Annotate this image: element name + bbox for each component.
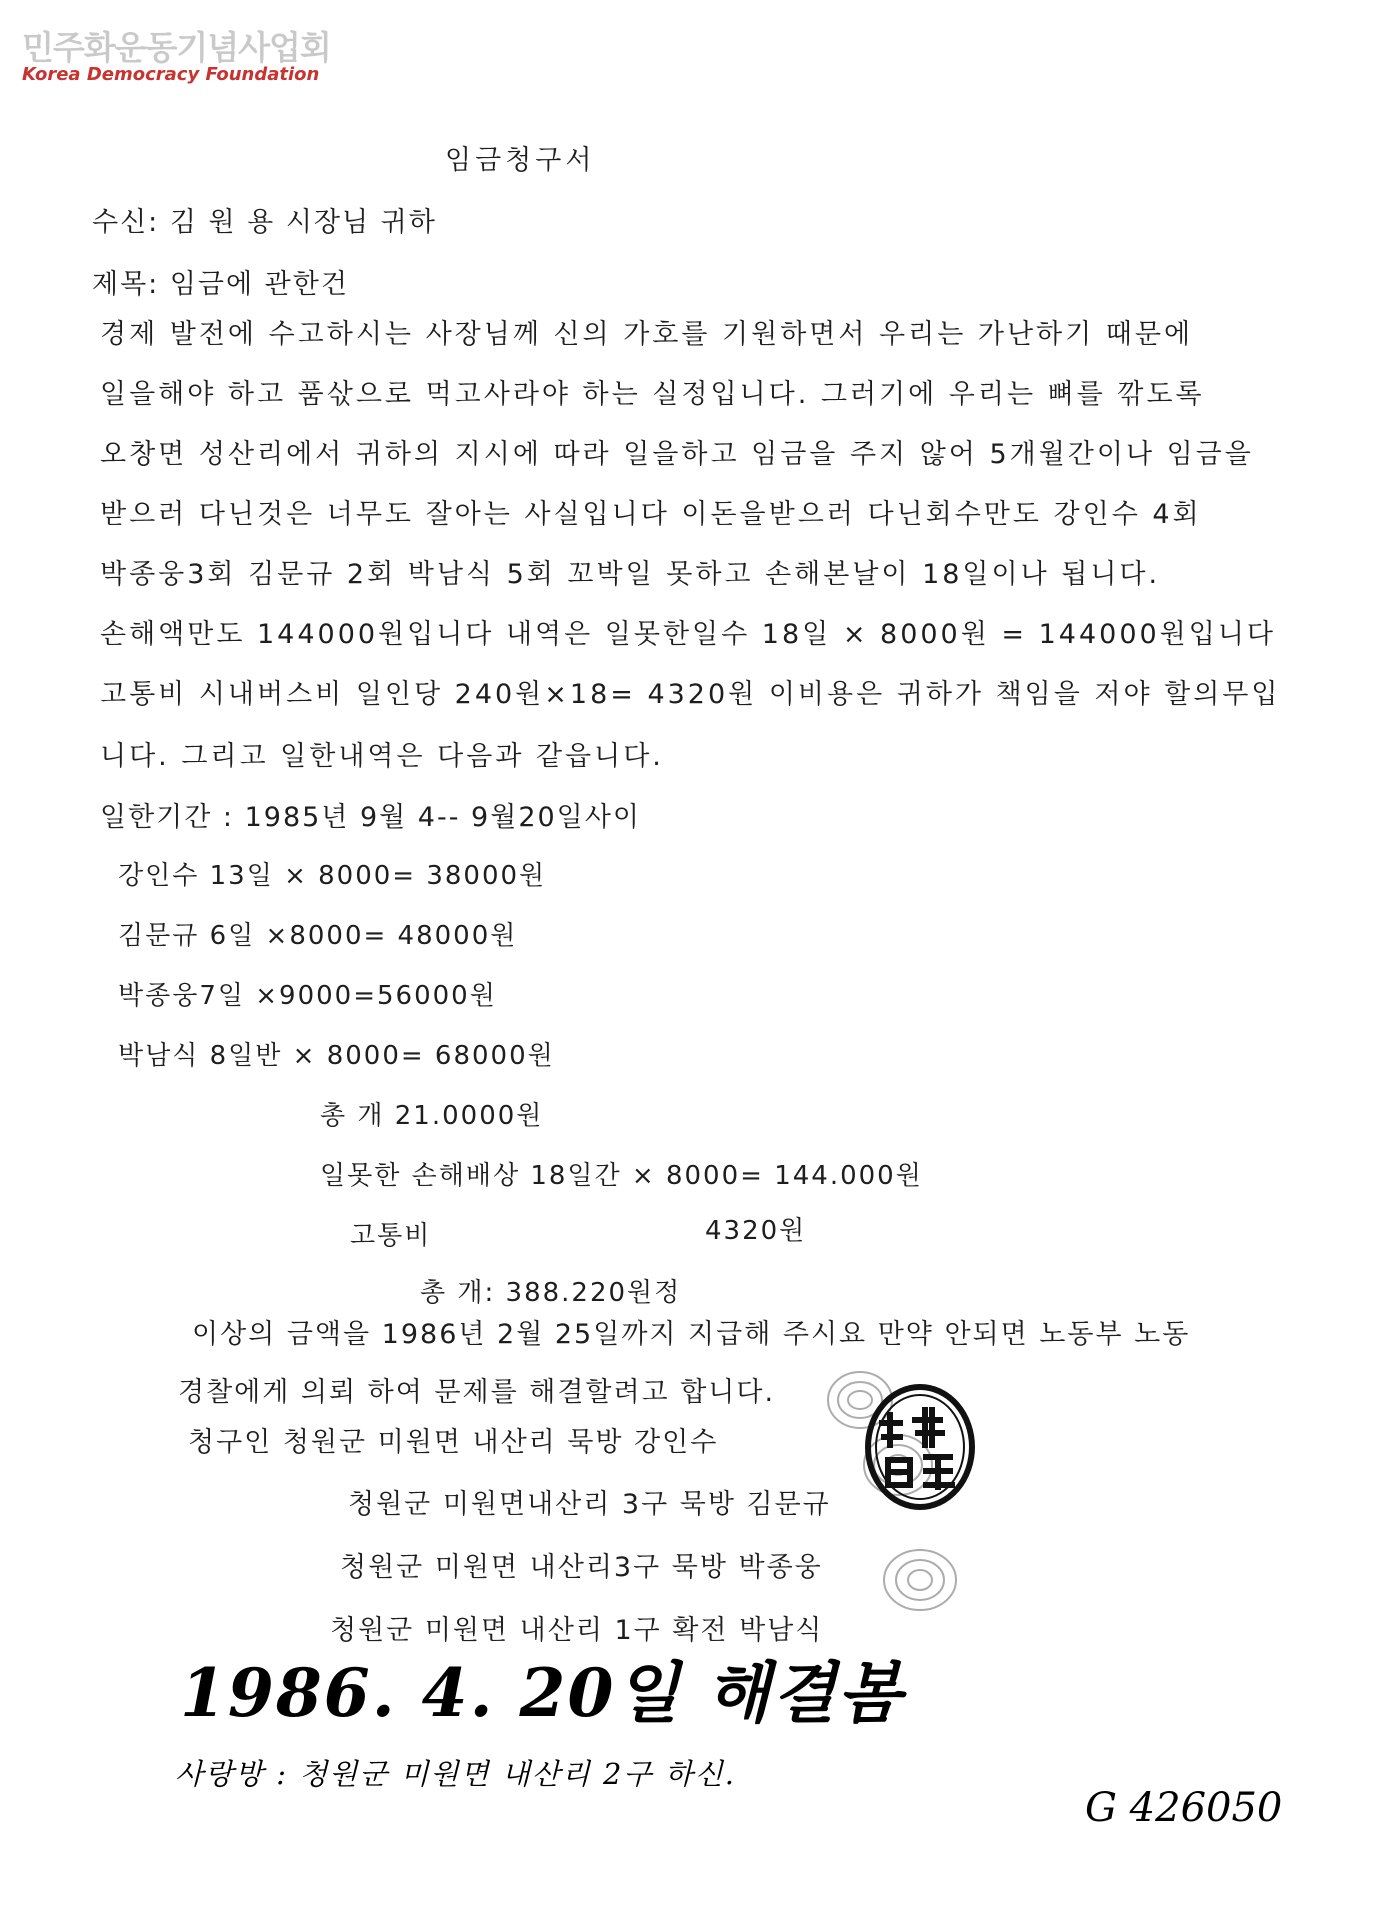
- document-title: 임금청구서: [445, 145, 596, 176]
- foundation-watermark-english: Korea Democracy Foundation: [22, 64, 320, 85]
- body-line: 받으러 다닌것은 너무도 잘아는 사실입니다 이돈을받으러 다닌회수만도 강인수 4회: [100, 499, 1202, 530]
- pain-cost-value: 4320원: [705, 1216, 807, 1246]
- handwritten-contact-note: 사랑방 : 청원군 미원면 내산리 2구 하신.: [175, 1757, 736, 1791]
- grand-total-line: 총 개: 388.220원정: [420, 1278, 682, 1308]
- pain-cost-label: 고통비: [350, 1221, 432, 1251]
- foundation-watermark-korean: 민주화운동기념사업회: [22, 28, 331, 67]
- subtotal-line: 총 개 21.0000원: [320, 1101, 544, 1131]
- worker-wage-line: 강인수 13일 × 8000= 38000원: [118, 861, 547, 891]
- loss-compensation-line: 일못한 손해배상 18일간 × 8000= 144.000원: [320, 1161, 923, 1191]
- body-line: 고통비 시내버스비 일인당 240원×18= 4320원 이비용은 귀하가 책임을 저야 할의무입: [100, 679, 1281, 710]
- body-line: 오창면 성산리에서 귀하의 지시에 따라 일을하고 임금을 주지 않어 5개월간이나 임금을: [100, 439, 1254, 470]
- claimant-line: 청원군 미원면 내산리3구 묵방 박종웅: [340, 1552, 823, 1583]
- subject-line: 제목: 임금에 관한건: [92, 269, 349, 300]
- worker-wage-line: 박남식 8일반 × 8000= 68000원: [118, 1041, 555, 1071]
- worker-wage-line: 김문규 6일 ×8000= 48000원: [118, 921, 518, 951]
- claimant-line: 청구인 청원군 미원면 내산리 묵방 강인수: [188, 1427, 719, 1458]
- worker-wage-line: 박종웅7일 ×9000=56000원: [118, 981, 497, 1011]
- claimant-line: 청원군 미원면내산리 3구 묵방 김문규: [348, 1489, 831, 1520]
- body-line: 니다. 그리고 일한내역은 다음과 같읍니다.: [100, 741, 664, 772]
- body-line: 손해액만도 144000원입니다 내역은 일못한일수 18일 × 8000원 = 144000원입니다: [100, 619, 1276, 650]
- recipient-line: 수신: 김 원 용 시장님 귀하: [92, 207, 437, 238]
- body-line: 일을해야 하고 품삯으로 먹고사라야 하는 실정입니다. 그러기에 우리는 뼈를 깎도록: [100, 379, 1205, 410]
- body-line: 박종웅3회 김문규 2회 박남식 5회 꼬박일 못하고 손해본날이 18일이나 됩니다.: [100, 559, 1161, 590]
- claimant-line: 청원군 미원면 내산리 1구 확전 박남식: [330, 1615, 824, 1646]
- handwritten-resolution-note: 1986. 4. 20일 해결봄: [180, 1654, 904, 1732]
- body-line: 경제 발전에 수고하시는 사장님께 신의 가호를 기원하면서 우리는 가난하기 때문에: [100, 319, 1194, 350]
- closing-line: 이상의 금액을 1986년 2월 25일까지 지급해 주시요 만약 안되면 노동부 노동: [192, 1319, 1191, 1350]
- personal-seal-stamp: [860, 1375, 980, 1515]
- archive-id-handwritten: G 426050: [1085, 1785, 1283, 1831]
- closing-line: 경찰에게 의뢰 하여 문제를 해결할려고 합니다.: [178, 1377, 776, 1408]
- work-period-line: 일한기간 : 1985년 9월 4-- 9월20일사이: [100, 802, 641, 833]
